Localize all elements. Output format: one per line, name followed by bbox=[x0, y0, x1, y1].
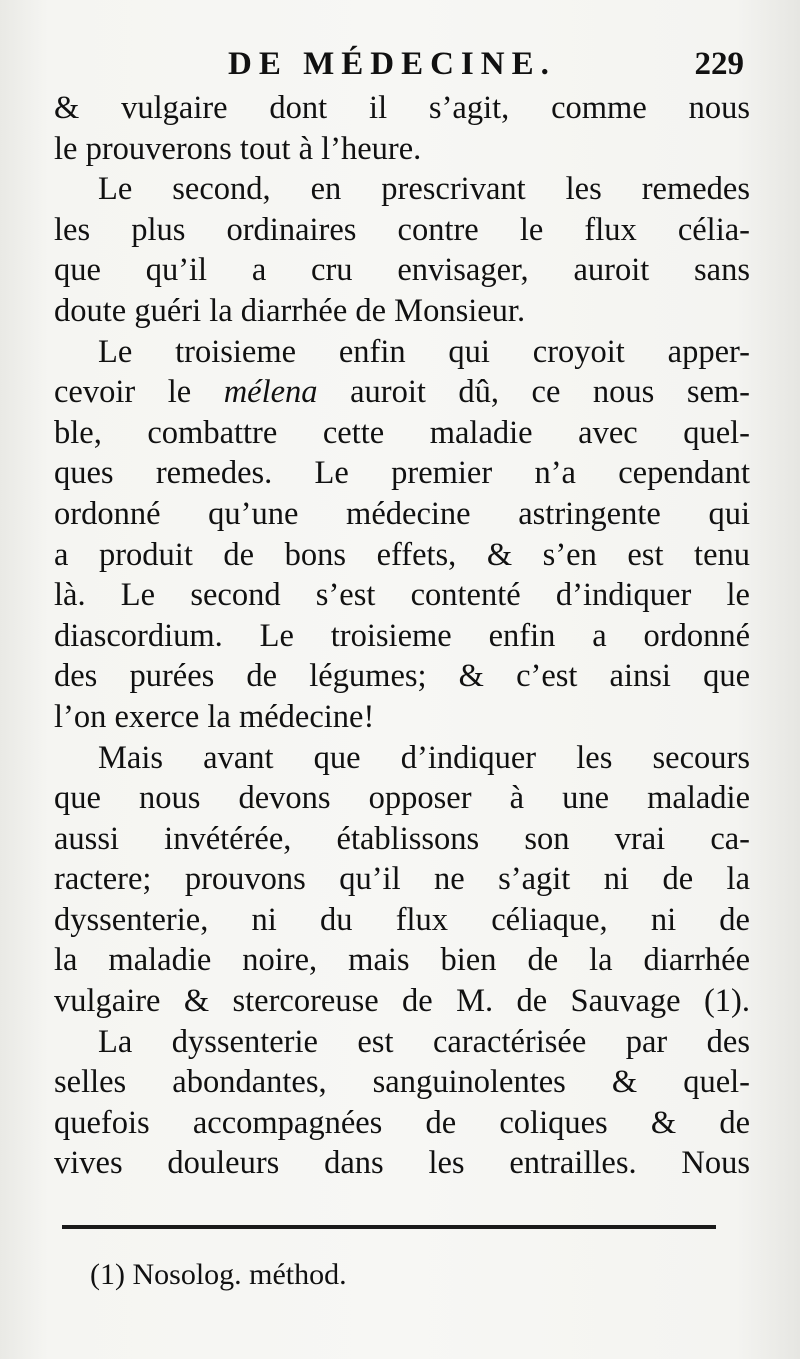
italic-term: mélena bbox=[223, 374, 318, 411]
text-line: quefois accompagnées de coliques & de bbox=[54, 1104, 750, 1141]
text-line: ques remedes. Le premier n’a cependant bbox=[54, 455, 750, 492]
running-title: DE MÉDECINE. bbox=[228, 46, 556, 82]
page-number: 229 bbox=[694, 46, 744, 82]
text-line: que nous devons opposer à une maladie bbox=[54, 780, 750, 817]
text-line: La dyssenterie est caractérisée par des bbox=[98, 1023, 750, 1060]
footnote: (1) Nosolog. méthod. bbox=[90, 1258, 347, 1291]
text-line: Mais avant que d’indiquer les secours bbox=[98, 739, 750, 776]
text-line: Le second, en prescrivant les remedes bbox=[98, 171, 750, 208]
text-line: ordonné qu’une médecine astringente qui bbox=[54, 495, 750, 532]
text-line-mixed bbox=[54, 372, 750, 413]
text-line: la maladie noire, mais bien de la diarrhée bbox=[54, 942, 750, 979]
text-line: les plus ordinaires contre le flux célia- bbox=[54, 211, 750, 248]
text-line: aussi invétérée, établissons son vrai ca- bbox=[54, 820, 750, 857]
text-line: selles abondantes, sanguinolentes & quel- bbox=[54, 1064, 750, 1101]
text-line: diascordium. Le troisieme enfin a ordonné bbox=[54, 617, 750, 654]
text-line: des purées de légumes; & c’est ainsi que bbox=[54, 658, 750, 695]
text-line: que qu’il a cru envisager, auroit sans bbox=[54, 252, 750, 289]
text-line: a produit de bons effets, & s’en est tenu bbox=[54, 536, 750, 573]
text-line: l’on exerce la médecine! bbox=[54, 698, 375, 735]
text-line: ble, combattre cette maladie avec quel- bbox=[54, 414, 750, 451]
text-fragment: auroit dû, ce nous sem- bbox=[350, 374, 750, 411]
text-line: doute guéri la diarrhée de Monsieur. bbox=[54, 292, 526, 329]
text-line: là. Le second s’est contenté d’indiquer le bbox=[54, 577, 750, 614]
body-text bbox=[54, 88, 750, 1184]
text-line: Le troisieme enfin qui croyoit apper- bbox=[98, 333, 750, 370]
text-fragment: cevoir le bbox=[54, 374, 192, 411]
text-line: le prouverons tout à l’heure. bbox=[54, 130, 422, 167]
text-line: ractere; prouvons qu’il ne s’agit ni de la bbox=[54, 861, 750, 898]
text-line: & vulgaire dont il s’agit, comme nous bbox=[54, 90, 750, 126]
text-line: vulgaire & stercoreuse de M. de Sauvage (1). bbox=[54, 983, 750, 1020]
footnote-rule bbox=[62, 1225, 716, 1229]
text-line: dyssenterie, ni du flux céliaque, ni de bbox=[54, 901, 750, 938]
text-line: vives douleurs dans les entrailles. Nous bbox=[54, 1145, 750, 1182]
